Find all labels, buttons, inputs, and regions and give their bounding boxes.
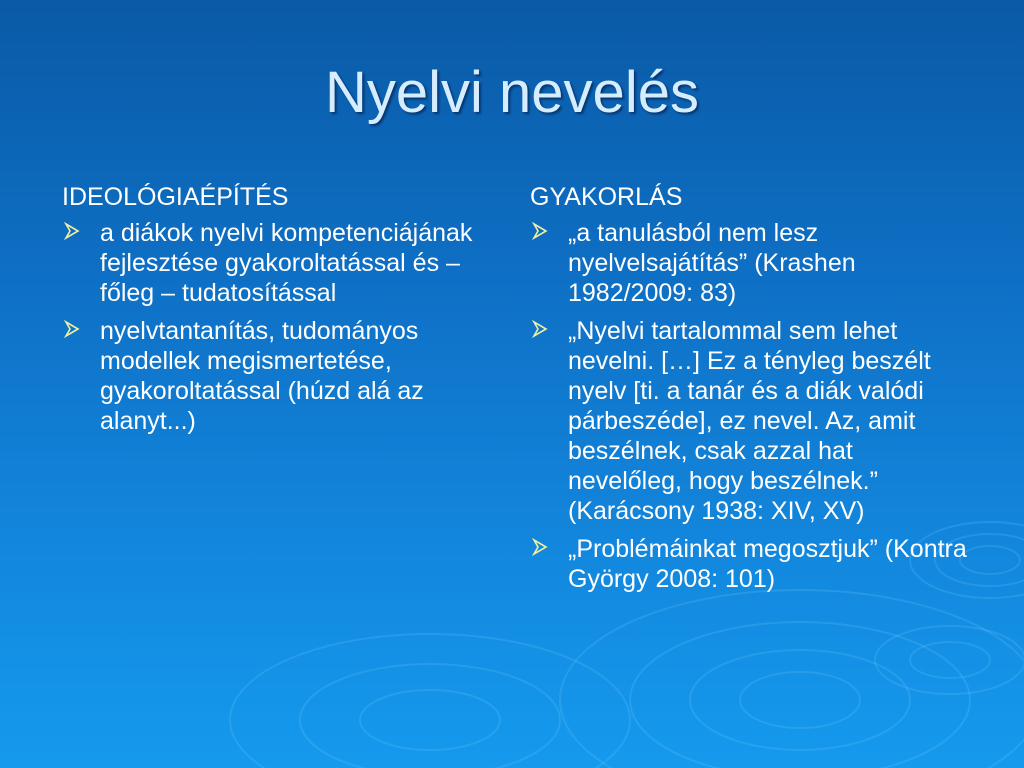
bullet-text: „Problémáinkat megosztjuk” (Kontra György 2008: 101) bbox=[568, 535, 967, 593]
slide-title: Nyelvi nevelés bbox=[325, 60, 699, 125]
bullet-text: „Nyelvi tartalommal sem lehet nevelni. […] Ez a tényleg beszélt nyelv [ti. a tanár és a diák valódi párbeszéde], ez nevel. Az, amit beszélnek, csak azzal hat nevelőleg, hogy beszélnek.” (Karácsony 1938: XIV, XV) bbox=[568, 317, 931, 525]
bullet-text: a diákok nyelvi kompetenciájának fejlesztése gyakoroltatással és – főleg – tudatosítással bbox=[100, 219, 473, 307]
right-column-heading: GYAKORLÁS bbox=[530, 183, 683, 211]
list-item bbox=[62, 316, 482, 436]
left-column-heading: IDEOLÓGIAÉPÍTÉS bbox=[62, 183, 289, 211]
list-item bbox=[62, 218, 482, 308]
right-column bbox=[530, 182, 970, 602]
right-bullet-list bbox=[530, 218, 970, 594]
list-item bbox=[530, 316, 970, 526]
arrow-bullet-icon bbox=[532, 222, 548, 240]
arrow-bullet-icon bbox=[532, 538, 548, 556]
bullet-text: „a tanulásból nem lesz nyelvelsajátítás” (Krashen 1982/2009: 83) bbox=[568, 219, 856, 307]
left-column bbox=[62, 182, 482, 444]
arrow-bullet-icon bbox=[532, 320, 548, 338]
list-item bbox=[530, 534, 970, 594]
list-item bbox=[530, 218, 970, 308]
arrow-bullet-icon bbox=[64, 222, 80, 240]
arrow-bullet-icon bbox=[64, 320, 80, 338]
left-bullet-list bbox=[62, 218, 482, 436]
bullet-text: nyelvtantanítás, tudományos modellek megismertetése, gyakoroltatással (húzd alá az alanyt...) bbox=[100, 317, 424, 435]
